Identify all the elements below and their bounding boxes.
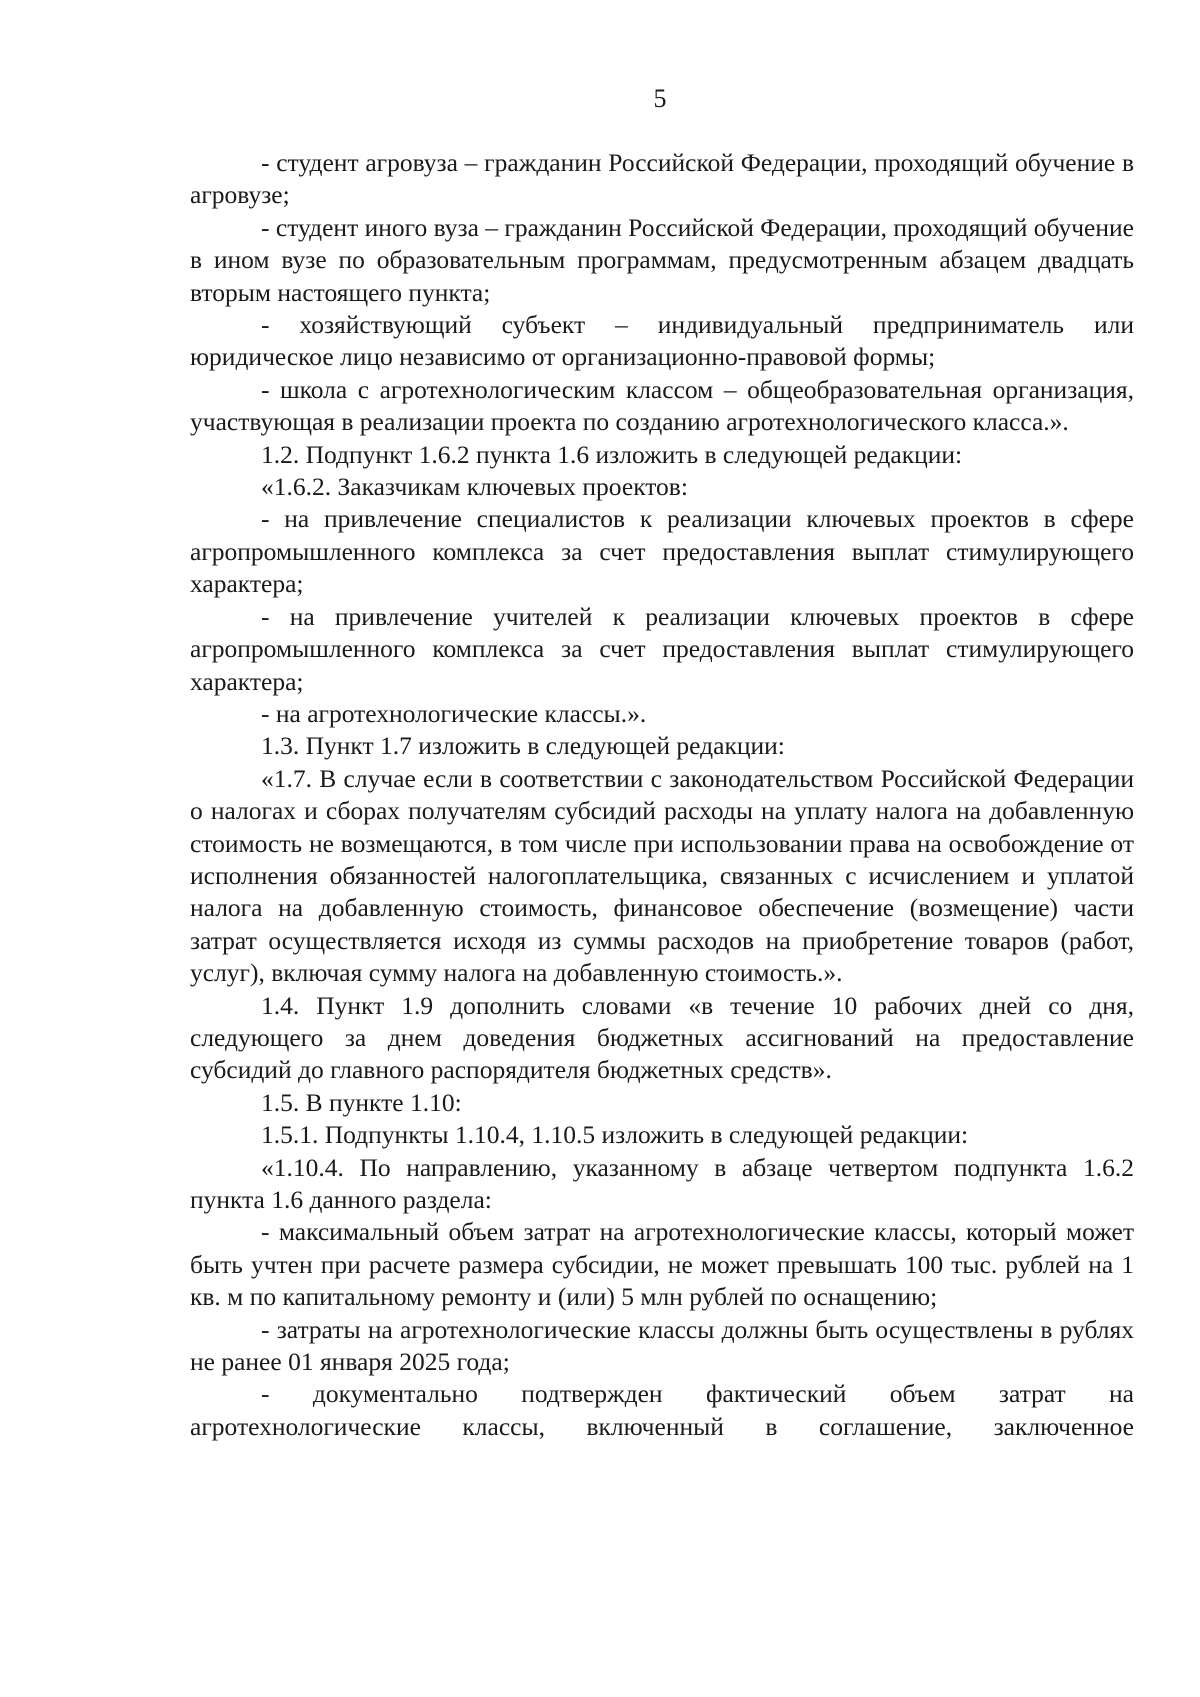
paragraph-1-10-4-heading: «1.10.4. По направлению, указанному в абзаце четвертом подпункта 1.6.2 пункта 1.6 данного раздела: [190, 1152, 1134, 1214]
paragraph-documented-costs: - документально подтвержден фактический объем затрат на агротехнологические классы, включенный в соглашение, заключенное [190, 1379, 1134, 1441]
paragraph-teachers: - на привлечение учителей к реализации ключевых проектов в сфере агропромышленного комплекса за счет предоставления выплат стимулирующего характера; [190, 601, 1134, 696]
paragraph-item-1-5: 1.5. В пункте 1.10: [261, 1087, 462, 1117]
paragraph-item-1-3: 1.3. Пункт 1.7 изложить в следующей редакции: [261, 731, 785, 761]
paragraph-student-other-vuz: - студент иного вуза – гражданин Российской Федерации, проходящий обучение в ином вузе по образовательным программам, предусмотренным абзацем двадцать вторым настоящего пункта; [190, 212, 1134, 307]
paragraph-costs-rubles: - затраты на агротехнологические классы должны быть осуществлены в рублях не ранее 01 января 2025 года; [190, 1314, 1134, 1377]
paragraph-item-1-4: 1.4. Пункт 1.9 дополнить словами «в течение 10 рабочих дней со дня, следующего за днем доведения бюджетных ассигнований на предоставление субсидий до главного распорядителя бюджетных средств». [190, 990, 1134, 1085]
paragraph-1-6-2-heading: «1.6.2. Заказчикам ключевых проектов: [261, 472, 688, 502]
paragraph-item-1-2: 1.2. Подпункт 1.6.2 пункта 1.6 изложить в следующей редакции: [261, 439, 963, 469]
paragraph-economic-entity: - хозяйствующий субъект – индивидуальный предприниматель или юридическое лицо независимо от организационно-правовой формы; [190, 310, 1134, 372]
page-number: 5 [653, 84, 667, 113]
document-body [190, 147, 1134, 1443]
paragraph-max-cost: - максимальный объем затрат на агротехнологические классы, который может быть учтен при расчете размера субсидии, не может превышать 100 тыс. рублей на 1 кв. м по капитальному ремонту и (или) 5 млн рублей по оснащению; [190, 1217, 1134, 1312]
paragraph-specialists: - на привлечение специалистов к реализации ключевых проектов в сфере агропромышленного комплекса за счет предоставления выплат стимулирующего характера; [190, 504, 1134, 599]
paragraph-student-agrovuz: - студент агровуза – гражданин Российской Федерации, проходящий обучение в агровузе; [190, 148, 1134, 210]
paragraph-agrotech-classes: - на агротехнологические классы.». [261, 698, 647, 728]
paragraph-1-7-text: «1.7. В случае если в соответствии с законодательством Российской Федерации о налогах и сборах получателям субсидий расходы на уплату налога на добавленную стоимость не возмещаются, в том числе при использовании права на освобождение от исполнения обязанностей налогоплательщика, связанных с исчислением и уплатой налога на добавленную стоимость, финансовое обеспечение (возмещение) части затрат осуществляется исходя из суммы расходов на приобретение товаров (работ, услуг), включая сумму налога на добавленную стоимость.». [190, 763, 1134, 988]
paragraph-item-1-5-1: 1.5.1. Подпункты 1.10.4, 1.10.5 изложить в следующей редакции: [261, 1120, 969, 1150]
paragraph-school-agrotech-class: - школа с агротехнологическим классом – общеобразовательная организация, участвующая в реализации проекта по созданию агротехнологического класса.». [190, 374, 1134, 437]
